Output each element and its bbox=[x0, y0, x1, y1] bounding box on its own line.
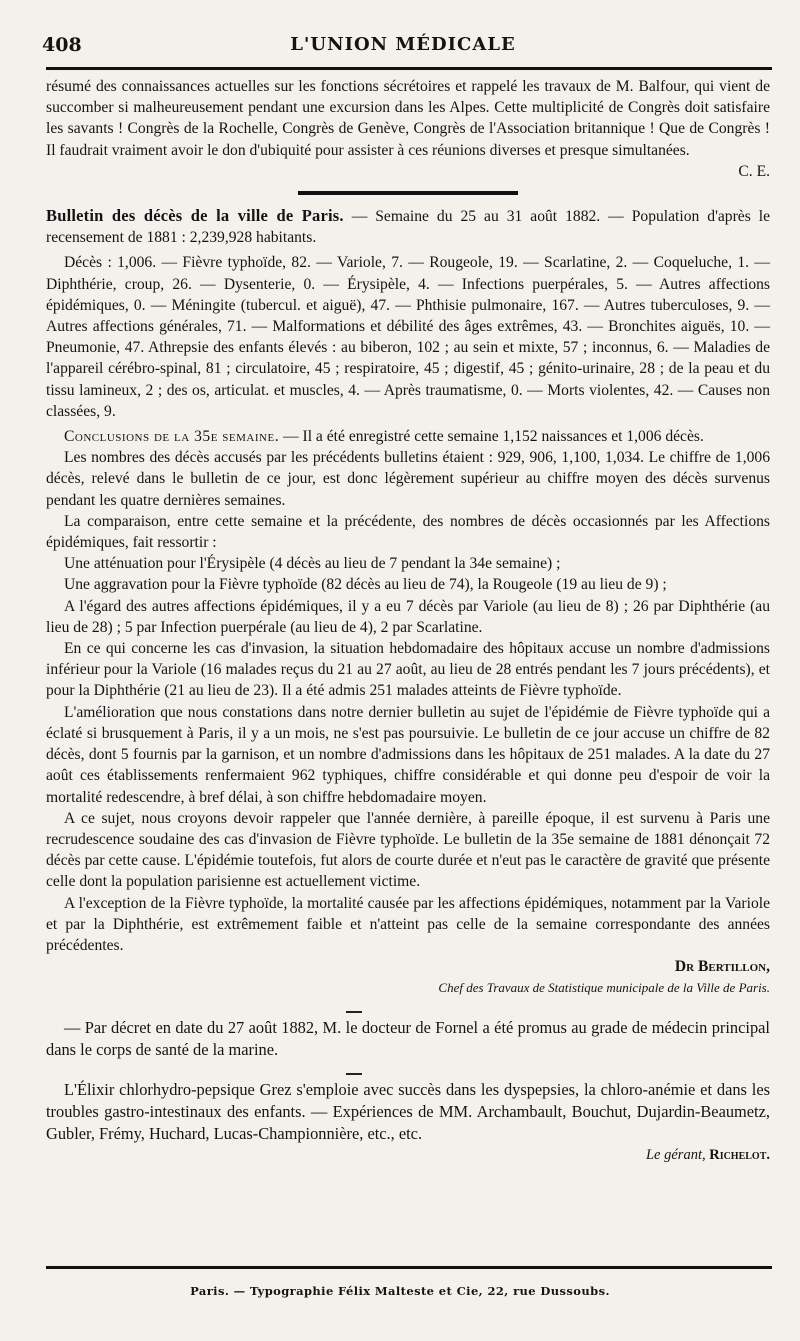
amelioration-paragraph: L'amélioration que nous constations dans notre dernier bulletin au sujet de l'épidémie de Fièvre typhoïde qui a éclaté si brusquement à Paris, il y a un mois, ne s'est pas poursuivie. Le bulletin de ce jour accuse un chiffre de 82 décès, dont 5 fournis par la garnison, et un nombre d'admissions dans les hôpitaux de 251 malades. A la date du 27 août ces établissements renfermaient 962 typhiques, chiffre considérable et qui donne peu d'espoir de voir la mortalité redescendre, à bref délai, à son chiffre hebdomadaire moyen. bbox=[46, 703, 770, 806]
intro-initials: C. E. bbox=[738, 162, 770, 180]
previous-bulletins-paragraph: Les nombres des décès accusés par les précédents bulletins étaient : 929, 906, 1,100, 1,034. Le chiffre de 1,006 décès, relevé dans le bulletin de ce jour, est donc légèrement supérieur au chiffre moyen des décès survenus pendant les quatre dernières semaines. bbox=[46, 449, 770, 509]
elixir-advertisement: L'Élixir chlorhydro-pepsique Grez s'emploie avec succès dans les dyspepsies, la chloro-anémie et dans les troubles gastro-intestinaux des enfants. — Expériences de MM. Archambault, Bouchut, Dujardin-Beaumetz, Gubler, Frémy, Huchard, Lucas-Championnière, etc., etc. bbox=[46, 1079, 770, 1143]
signature bbox=[46, 956, 770, 977]
exception-paragraph: A l'exception de la Fièvre typhoïde, la mortalité causée par les affections épidémiques, notamment par la Variole et par la Diphthérie, est extrêmement faible et n'atteint pas celle de la semaine correspondante des années précédentes. bbox=[46, 894, 770, 954]
gerant-label: Le gérant, bbox=[645, 1146, 706, 1163]
bulletin-subtitle: — Semaine du 25 au 31 août 1882. — Population d'après le recensement de 1881 : 2,239,928 habitants. bbox=[46, 208, 770, 247]
article-body bbox=[46, 76, 770, 1166]
invasion-paragraph: En ce qui concerne les cas d'invasion, la situation hebdomadaire des hôpitaux accuse un nombre d'admissions inférieur pour la Variole (16 malades reçus du 21 au 27 août, au lieu de 28 entrés pendant les 7 jours précédents), et pour la Diphthérie (21 au lieu de 23). Il a été admis 251 malades atteints de Fièvre typhoïde. bbox=[46, 640, 770, 700]
notice-divider-2 bbox=[346, 1073, 362, 1075]
aggravation-paragraph: Une aggravation pour la Fièvre typhoïde (82 décès au lieu de 74), la Rougeole (19 au lieu de 9) ; bbox=[64, 576, 667, 594]
page-header bbox=[32, 32, 774, 60]
conclusions-label: Conclusions de la 35e semaine. bbox=[64, 428, 280, 446]
section-divider bbox=[298, 191, 518, 195]
gerant-name: Richelot. bbox=[709, 1146, 770, 1163]
conclusions-paragraph bbox=[46, 426, 770, 447]
comparison-paragraph: La comparaison, entre cette semaine et la précédente, des nombres de décès occasionnés par les Affections épidémiques, fait ressortir : bbox=[46, 512, 770, 552]
epidemic-regard-paragraph: A l'égard des autres affections épidémiques, il y a eu 7 décès par Variole (au lieu de 8) ; 26 par Diphthérie (au lieu de 28) ; 5 par Infection puerpérale (au lieu de 4), 2 par Scarlatine. bbox=[46, 597, 770, 636]
printer-imprint: Paris. — Typographie Félix Malteste et Cie, 22, rue Dussoubs. bbox=[190, 1284, 610, 1298]
header-rule bbox=[46, 67, 772, 70]
intro-paragraph: résumé des connaissances actuelles sur les fonctions sécrétoires et rappelé les travaux de M. Balfour, qui vient de succomber si malheureusement pendant une excursion dans les Alpes. Cette multiplicité de Congrès doit satisfaire les savants ! Congrès de la Rochelle, Congrès de Genève, Congrès de l'Association britannique ! Que de Congrès ! Il faudrait vraiment avoir le don d'ubiquité pour assister à ces réunions diverses et presque simultanées. bbox=[46, 78, 770, 159]
conclusions-text: — Il a été enregistré cette semaine 1,152 naissances et 1,006 décès. bbox=[279, 428, 704, 446]
bulletin-title: Bulletin des décès de la ville de Paris. bbox=[46, 206, 344, 226]
page-number: 408 bbox=[42, 34, 82, 56]
recrudescence-paragraph: A ce sujet, nous croyons devoir rappeler que l'année dernière, à pareille époque, il est survenu à Paris une recrudescence soudaine des cas d'invasion de Fièvre typhoïde. Le bulletin de la 35e semaine de 1881 dénonçait 72 décès par cette cause. L'épidémie toutefois, fut alors de courte durée et n'eut pas le caractère de gravité que présente celle dont la population parisienne est actuellement victime. bbox=[46, 809, 770, 891]
bulletin-heading bbox=[46, 205, 770, 248]
decree-notice: — Par décret en date du 27 août 1882, M. le docteur de Fornel a été promus au grade de médecin principal dans le corps de santé de la marine. bbox=[46, 1017, 770, 1059]
attenuation-paragraph: Une atténuation pour l'Érysipèle (4 décès au lieu de 7 pendant la 34e semaine) ; bbox=[64, 555, 561, 573]
gerant-line bbox=[46, 1145, 770, 1166]
signature-title: Chef des Travaux de Statistique municipale de la Ville de Paris. bbox=[438, 980, 770, 996]
notice-divider bbox=[346, 1011, 362, 1013]
footer-rule bbox=[46, 1266, 772, 1269]
signature-name: Dr Bertillon, bbox=[674, 958, 770, 976]
running-title: L'UNION MÉDICALE bbox=[290, 34, 516, 55]
deaths-list: Décès : 1,006. — Fièvre typhoïde, 82. — Variole, 7. — Rougeole, 19. — Scarlatine, 2. — Coqueluche, 1. — Diphthérie, croup, 26. — Dysenterie, 0. — Érysipèle, 4. — Infections puerpérales, 5. — Autres affections épidémiques, 0. — Méningite (tubercul. et aiguë), 47. — Phthisie pulmonaire, 167. — Autres tuberculoses, 9. — Autres affections générales, 71. — Malformations et débilité des âges extrêmes, 43. — Bronchites aiguës, 10. — Pneumonie, 47. Athrepsie des enfants élevés : au biberon, 102 ; au sein et mixte, 57 ; inconnus, 6. — Maladies de l'appareil cérébro-spinal, 81 ; circulatoire, 45 ; respiratoire, 45 ; digestif, 45 ; génito-urinaire, 28 ; de la peau et du tissu lamineux, 2 ; des os, articulat. et muscles, 4. — Après traumatisme, 0. — Morts violentes, 42. — Causes non classées, 9. bbox=[46, 254, 770, 420]
